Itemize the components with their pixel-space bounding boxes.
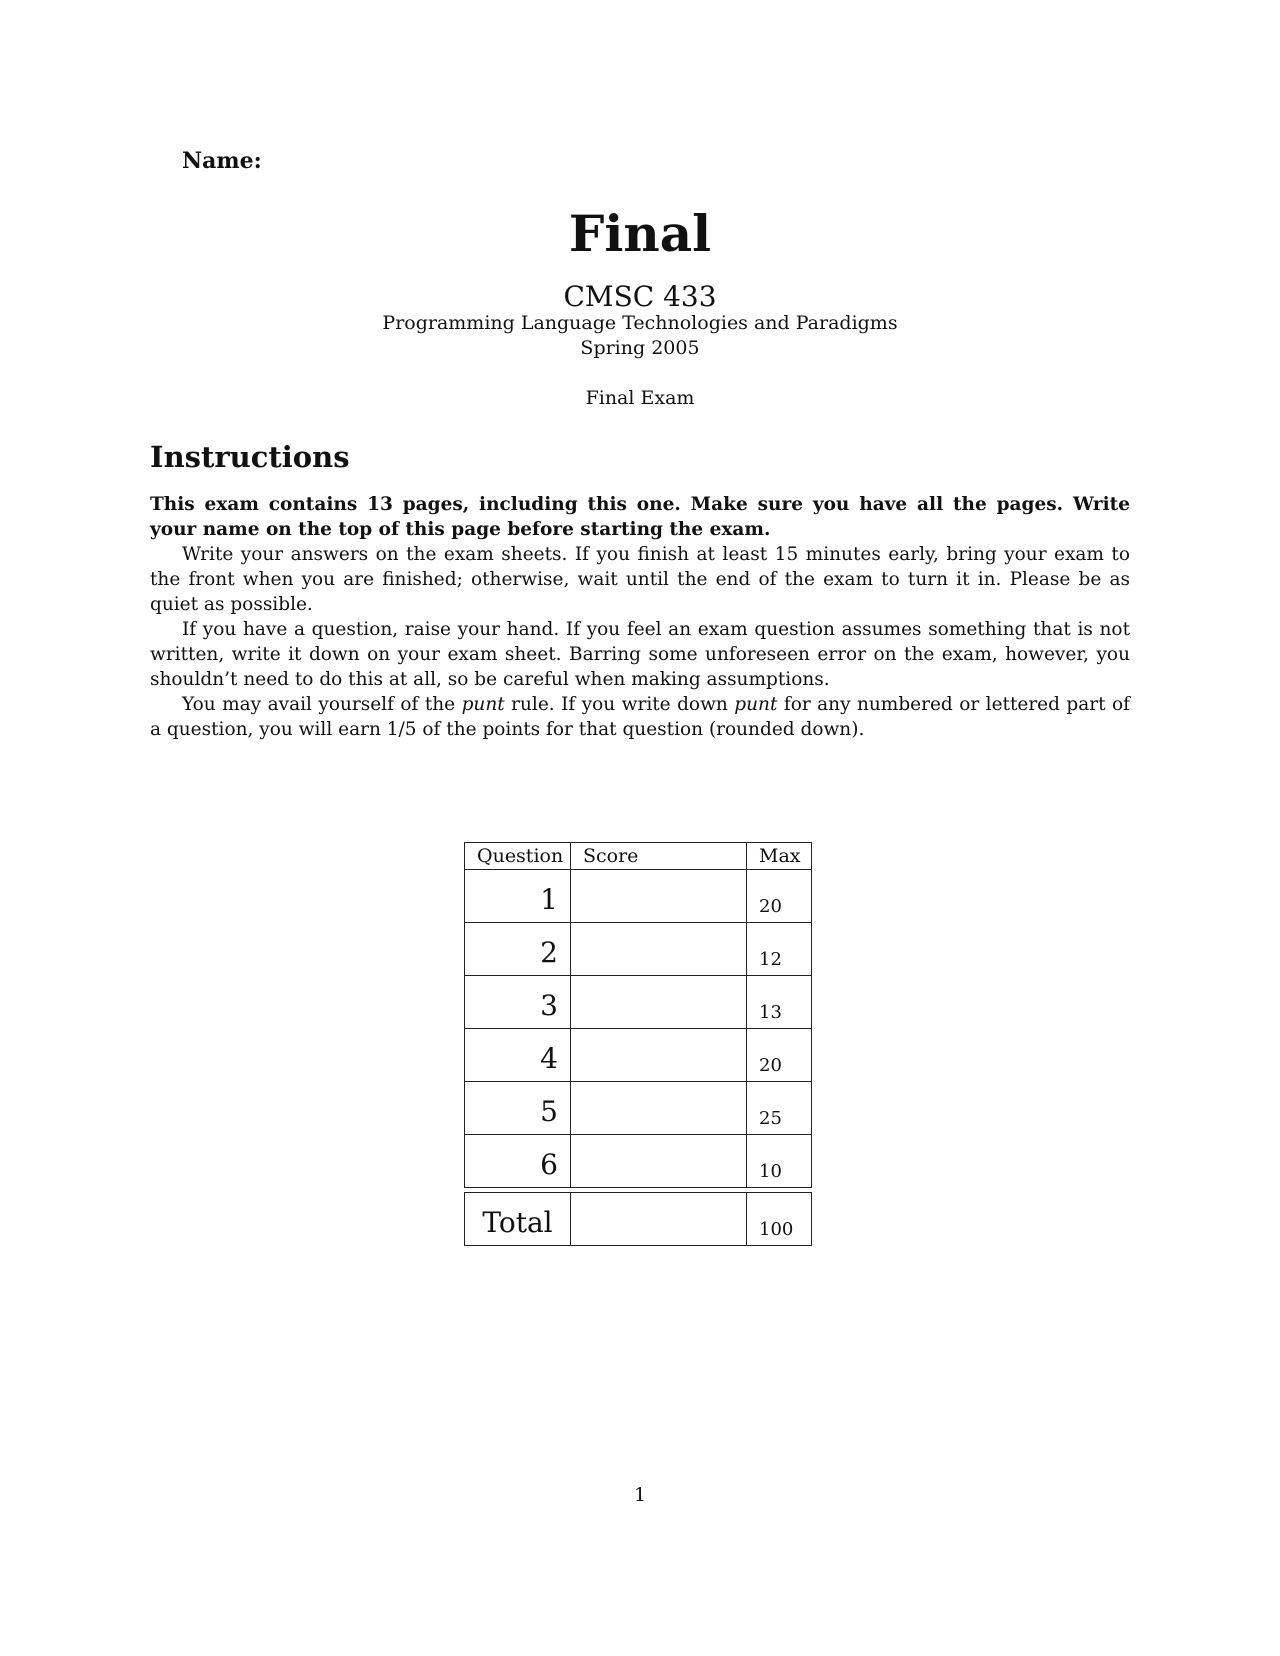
exam-name: Final Exam: [585, 387, 695, 409]
table-row: [464, 870, 812, 923]
page-title: Final: [568, 204, 712, 263]
table-row: [464, 923, 812, 976]
name-label: Name:: [182, 148, 262, 174]
instructions-paragraph-1: Write your answers on the exam sheets. If you finish at least 15 minutes early, bring your exam to the front when you are finished; otherwise, wait until the end of the exam to turn it in. Please be as quiet as possible.: [150, 544, 1130, 615]
table-row: [464, 976, 812, 1029]
score-table-header: [464, 842, 812, 870]
term: Spring 2005: [580, 337, 700, 359]
instructions-heading: Instructions: [150, 440, 350, 474]
score-cell: [571, 870, 747, 922]
score-table: [464, 842, 812, 1246]
score-cell: [571, 1029, 747, 1081]
instructions-paragraph-2: If you have a question, raise your hand. If you feel an exam question assumes something that is not written, write it down on your exam sheet. Barring some unforeseen error on the exam, however, you shouldn’t need to do this at all, so be careful when making assumptions.: [150, 619, 1130, 690]
max-points: 20: [759, 896, 782, 917]
punt-term-2: punt: [734, 694, 778, 715]
max-points: 20: [759, 1055, 782, 1076]
instructions-bold-paragraph: This exam contains 13 pages, including this one. Make sure you have all the pages. Write your name on the top of this page before starting the exam.: [150, 494, 1130, 540]
total-score-cell: [571, 1193, 747, 1245]
header-score: Score: [571, 843, 747, 869]
header-max: Max: [759, 845, 801, 867]
score-cell: [571, 1082, 747, 1134]
max-points: 13: [759, 1002, 782, 1023]
course-code: CMSC 433: [563, 280, 717, 313]
question-number: 6: [465, 1135, 571, 1187]
table-row: [464, 1082, 812, 1135]
score-cell: [571, 923, 747, 975]
page-number: 1: [633, 1484, 647, 1506]
score-cell: [571, 1135, 747, 1187]
para3-text-b: rule. If you write down: [504, 694, 735, 715]
table-row: [464, 1135, 812, 1188]
para3-text-a: You may avail yourself of the: [182, 694, 462, 715]
table-row: [464, 1029, 812, 1082]
max-points: 10: [759, 1161, 782, 1182]
instructions-body: [150, 492, 1130, 742]
para3-text-c: for any numbered or lettered part of a question, you will earn 1/5 of the points for that question (rounded down).: [150, 694, 1131, 740]
total-row: [464, 1192, 812, 1246]
question-number: 3: [465, 976, 571, 1028]
question-number: 2: [465, 923, 571, 975]
course-title: Programming Language Technologies and Paradigms: [382, 312, 898, 334]
total-label: Total: [465, 1193, 571, 1245]
question-number: 1: [465, 870, 571, 922]
question-number: 5: [465, 1082, 571, 1134]
score-cell: [571, 976, 747, 1028]
question-number: 4: [465, 1029, 571, 1081]
total-max: 100: [759, 1219, 794, 1240]
punt-term-1: punt: [461, 694, 505, 715]
header-question: Question: [465, 843, 571, 869]
max-points: 12: [759, 949, 782, 970]
instructions-paragraph-3: [150, 692, 1130, 742]
max-points: 25: [759, 1108, 782, 1129]
